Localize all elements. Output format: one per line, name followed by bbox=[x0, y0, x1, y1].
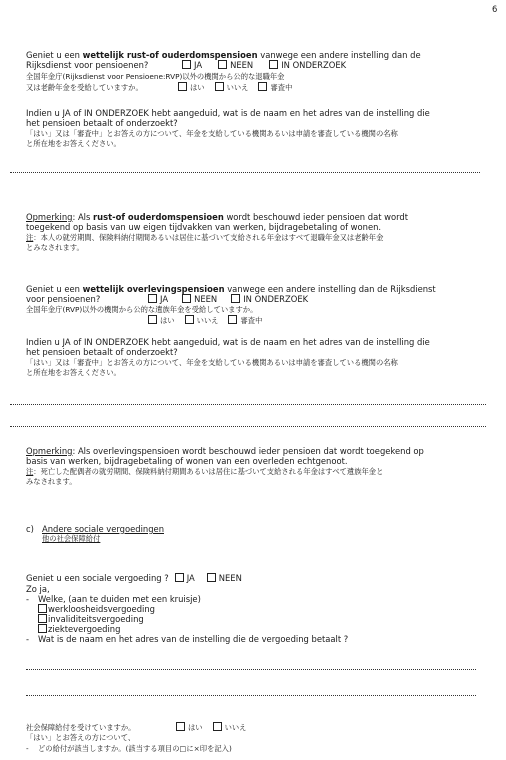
s1-ja-checkbox[interactable] bbox=[182, 60, 191, 69]
s1-answer-line[interactable] bbox=[10, 172, 480, 173]
s2-jp-no-checkbox[interactable] bbox=[185, 315, 194, 324]
c-jp-question: 社会保障給付を受けていますか。 はい いいえ bbox=[26, 723, 247, 732]
c-jp-followup1: 「はい」とお答えの方について、 bbox=[26, 733, 136, 742]
s1-followup-jp1: 「はい」又は「審査中」とお答えの方について、年金を支給している機関あるいは申請を審査している機関の名称 bbox=[26, 129, 398, 138]
c-answer-line-1[interactable] bbox=[26, 669, 476, 670]
c-option-invaliditeit: invaliditeitsvergoeding bbox=[38, 614, 144, 624]
c-option-ziekte: ziektevergoeding bbox=[38, 624, 120, 634]
s2-jp-pending-checkbox[interactable] bbox=[228, 315, 237, 324]
s1-jp-no-checkbox[interactable] bbox=[215, 82, 224, 91]
s1-question-jp2: 又は老齢年金を受給していますか。 はい いいえ 審査中 bbox=[26, 83, 293, 92]
s2-followup-line1: Indien u JA of IN ONDERZOEK hebt aangeduid, wat is de naam en het adres van de instelling die bbox=[26, 337, 430, 347]
s1-onderzoek-checkbox[interactable] bbox=[269, 60, 278, 69]
c-welke: - Welke, (aan te duiden met een kruisje) bbox=[26, 594, 201, 604]
s2-question-line2: voor pensioenen? JA NEEN IN ONDERZOEK bbox=[26, 294, 309, 304]
s1-jp-yes-checkbox[interactable] bbox=[178, 82, 187, 91]
s2-neen-checkbox[interactable] bbox=[182, 294, 191, 303]
c-neen-checkbox[interactable] bbox=[207, 573, 216, 582]
c-question: Geniet u een sociale vergoeding ? JA NEEN bbox=[26, 573, 242, 583]
c-jp-followup2: - どの給付が該当しますか。(該当する項目の□に×印を記入) bbox=[26, 744, 232, 753]
c-ja-checkbox[interactable] bbox=[175, 573, 184, 582]
r2-jp2: みなされます。 bbox=[26, 477, 77, 486]
s1-question-line1: Geniet u een wettelijk rust-of ouderdomspensioen vanwege een andere instelling dan de bbox=[26, 50, 421, 60]
s2-question-jp-options: はい いいえ 審査中 bbox=[148, 315, 262, 325]
s1-question-jp1: 全国年金庁(Rijksdienst voor Pensioene:RVP)以外の機関から公的な退職年金 bbox=[26, 72, 285, 81]
s2-followup-jp2: と所在地をお答えください。 bbox=[26, 368, 121, 377]
s1-followup-line1: Indien u JA of IN ONDERZOEK hebt aangeduid, wat is de naam en het adres van de instelling die bbox=[26, 108, 430, 118]
c-invaliditeit-checkbox[interactable] bbox=[38, 614, 47, 623]
s2-onderzoek-checkbox[interactable] bbox=[231, 294, 240, 303]
c-heading: c) Andere sociale vergoedingen bbox=[26, 524, 164, 534]
s2-answer-line-1[interactable] bbox=[10, 404, 486, 405]
s1-jp-pending-checkbox[interactable] bbox=[258, 82, 267, 91]
s2-followup-jp1: 「はい」又は「審査中」とお答えの方について、年金を支給している機関あるいは申請を審査している機関の名称 bbox=[26, 358, 398, 367]
r2-line1: Opmerking: Als overlevingspensioen wordt beschouwd ieder pensioen dat wordt toegekend op bbox=[26, 446, 424, 456]
r2-line2: basis van werken, bijdragebetaling of wonen van een overleden echtgenoot. bbox=[26, 456, 348, 466]
s1-followup-jp2: と所在地をお答えください。 bbox=[26, 139, 121, 148]
s2-question-jp1: 全国年金庁(RVP)以外の機関から公的な遺族年金を受給していますか。 bbox=[26, 305, 258, 314]
r1-jp1: 注：本人の就労期間、保険料納付期間あるいは居住に基づいて支給される年金はすべて退職年金又は老齢年金 bbox=[26, 233, 384, 242]
c-wat: - Wat is de naam en het adres van de instelling die de vergoeding betaalt ? bbox=[26, 634, 349, 644]
c-option-werkloosheid: werkloosheidsvergoeding bbox=[38, 604, 155, 614]
c-answer-line-2[interactable] bbox=[26, 695, 476, 696]
c-zoja: Zo ja, bbox=[26, 584, 50, 594]
r1-line2: toegekend op basis van uw eigen tijdvakken van werken, bijdragebetaling of wonen. bbox=[26, 222, 382, 232]
s2-question-line1: Geniet u een wettelijk overlevingspensioen vanwege een andere instelling dan de Rijksdienst bbox=[26, 284, 436, 294]
r1-line1: Opmerking: Als rust-of ouderdomspensioen wordt beschouwd ieder pensioen dat wordt bbox=[26, 212, 409, 222]
s2-ja-checkbox[interactable] bbox=[148, 294, 157, 303]
c-heading-jp: 他の社会保障給付 bbox=[42, 534, 101, 543]
c-werkloosheid-checkbox[interactable] bbox=[38, 604, 47, 613]
s1-neen-checkbox[interactable] bbox=[218, 60, 227, 69]
c-jp-yes-checkbox[interactable] bbox=[176, 722, 185, 731]
s1-followup-line2: het pensioen betaalt of onderzoekt? bbox=[26, 118, 178, 128]
r2-jp1: 注：死亡した配偶者の就労期間、保険料納付期間あるいは居住に基づいて支給される年金はすべて遺族年金と bbox=[26, 467, 384, 476]
c-jp-no-checkbox[interactable] bbox=[213, 722, 222, 731]
s2-answer-line-2[interactable] bbox=[10, 426, 486, 427]
s2-followup-line2: het pensioen betaalt of onderzoekt? bbox=[26, 347, 178, 357]
s1-question-line2: Rijksdienst voor pensioenen? JA NEEN IN ONDERZOEK bbox=[26, 60, 347, 70]
r1-jp2: とみなされます。 bbox=[26, 243, 84, 252]
s2-jp-yes-checkbox[interactable] bbox=[148, 315, 157, 324]
page-number: 6 bbox=[492, 4, 498, 14]
c-ziekte-checkbox[interactable] bbox=[38, 624, 47, 633]
